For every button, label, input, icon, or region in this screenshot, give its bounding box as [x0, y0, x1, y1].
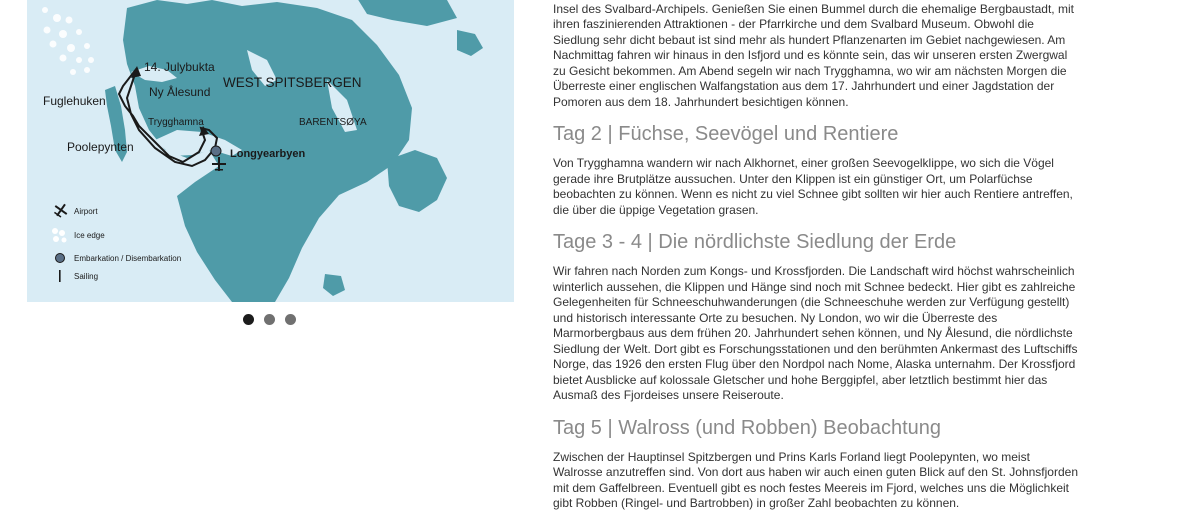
legend-airport: Airport [74, 207, 98, 216]
small-islet [323, 274, 345, 296]
eastern-islet [457, 30, 483, 56]
carousel-dot-1[interactable] [243, 314, 254, 325]
itinerary-article [553, 0, 1078, 524]
legend-embarkation: Embarkation / Disembarkation [74, 254, 182, 263]
legend-sailing: Sailing [74, 272, 99, 281]
intro-paragraph: Insel des Svalbard-Archipels. Genießen Sie einen Bummel durch die ehemalige Bergbaustadt, mit ihren faszinierenden Attraktionen - der Pfarrkirche und dem Svalbard Museum. Obwohl die Siedlung sehr dicht bebaut ist sind mehr als hundert Pflanzenarten im Gebiet nachgewiesen. Am Nachmittag fahren wir hinaus in den Isfjord und es könnte sein, das wir unseren ersten Zwergwal zu Gesicht bekommen. Am Abend segeln wir nach Trygghamna, wo wir am nächsten Morgen die Überreste einer englischen Walfangstation aus dem 17. Jahrhundert und einer Jagdstation der Pomoren aus dem 18. Jahrhundert besichtigen können. [553, 1, 1074, 109]
barentsoya-land [387, 150, 447, 212]
days-3-4-heading: Tage 3 - 4 | Die nördlichste Siedlung der Erde [553, 231, 957, 253]
expedition-map [27, 0, 514, 302]
label-longyearbyen: Longyearbyen [230, 148, 306, 160]
north-east-land [357, 0, 457, 26]
map-svg [27, 0, 514, 302]
ice-edge [42, 7, 94, 75]
day-5-paragraph: Zwischen der Hauptinsel Spitzbergen und Prins Karls Forland liegt Poolepynten, wo meist Walrosse anzutreffen sind. Von dort aus haben wir auch einen guten Blick auf den St. Johnsfjorden mit dem Gaffelbreen. Eventuell gibt es noch festes Meereis im Fjord, welches uns die Möglichkeit gibt Robben (Ringel- und Bartrobben) in großer Zahl beobachten zu können. [553, 449, 1078, 510]
label-fuglehuken: Fuglehuken [43, 94, 106, 108]
legend-ice-edge: Ice edge [74, 231, 105, 240]
day-5-heading: Tag 5 | Walross (und Robben) Beobachtung [553, 416, 942, 439]
longyearbyen-port-marker [211, 146, 221, 156]
label-west-spitsbergen: WEST SPITSBERGEN [223, 75, 362, 90]
day-2-heading: Tag 2 | Füchse, Seevögel und Rentiere [553, 123, 899, 145]
carousel-dot-2[interactable] [264, 314, 275, 325]
label-barentsoya: BARENTSØYA [299, 117, 367, 128]
carousel-pagination [243, 314, 296, 325]
embarkation-legend-icon [56, 254, 65, 263]
label-julybukta: 14. Julybukta [144, 60, 215, 74]
label-poolepynten: Poolepynten [67, 140, 134, 154]
day-2-paragraph: Von Trygghamna wandern wir nach Alkhornet, einer großen Seevogelklippe, wo sich die Vögel gerade ihre Brutplätze aussuchen. Unter den Klippen ist ein günstiger Ort, um Polarfüchse beobachten zu können. Wenn es nicht zu viel Schnee gibt sollten wir hier auch Rentiere antreffen, die über die üppige Vegetation grasen. [553, 156, 1073, 217]
carousel-dot-3[interactable] [285, 314, 296, 325]
sailing-legend-icon [59, 270, 61, 282]
days-3-4-paragraph: Wir fahren nach Norden zum Kongs- und Krossfjorden. Die Landschaft wird höchst wahrscheinlich winterlich aussehen, die Klippen und Hänge sind noch mit Schnee bedeckt. Hier gibt es zahlreiche Gelegenheiten für Schneeschuhwanderungen (die Schneeschuhe werden zur Verfügung gestellt) und historisch interessante Orte zu besuchen. Ny London, wo wir die Überreste des Marmorbergbaus aus dem frühen 20. Jahrhundert sehen können, und Ny Ålesund, die nördlichste Siedlung der Welt. Dort gibt es Forschungsstationen und den berühmten Ankermast des Luftschiffs Norge, das 1926 den ersten Flug über den Nordpol nach Nome, Alaska unternahm. Der Krossfjord bietet Ausblicke auf kolossale Gletscher und hohe Berggipfel, aber letztlich bestimmt hier das Ausmaß des Fjordeises unsere Reiseroute. [553, 264, 1078, 402]
label-ny-alesund: Ny Ålesund [149, 85, 211, 99]
label-trygghamna: Trygghamna [148, 117, 204, 128]
airport-legend-icon [51, 200, 70, 219]
ice-edge-legend-icon [52, 228, 67, 243]
map-legend [51, 200, 181, 282]
